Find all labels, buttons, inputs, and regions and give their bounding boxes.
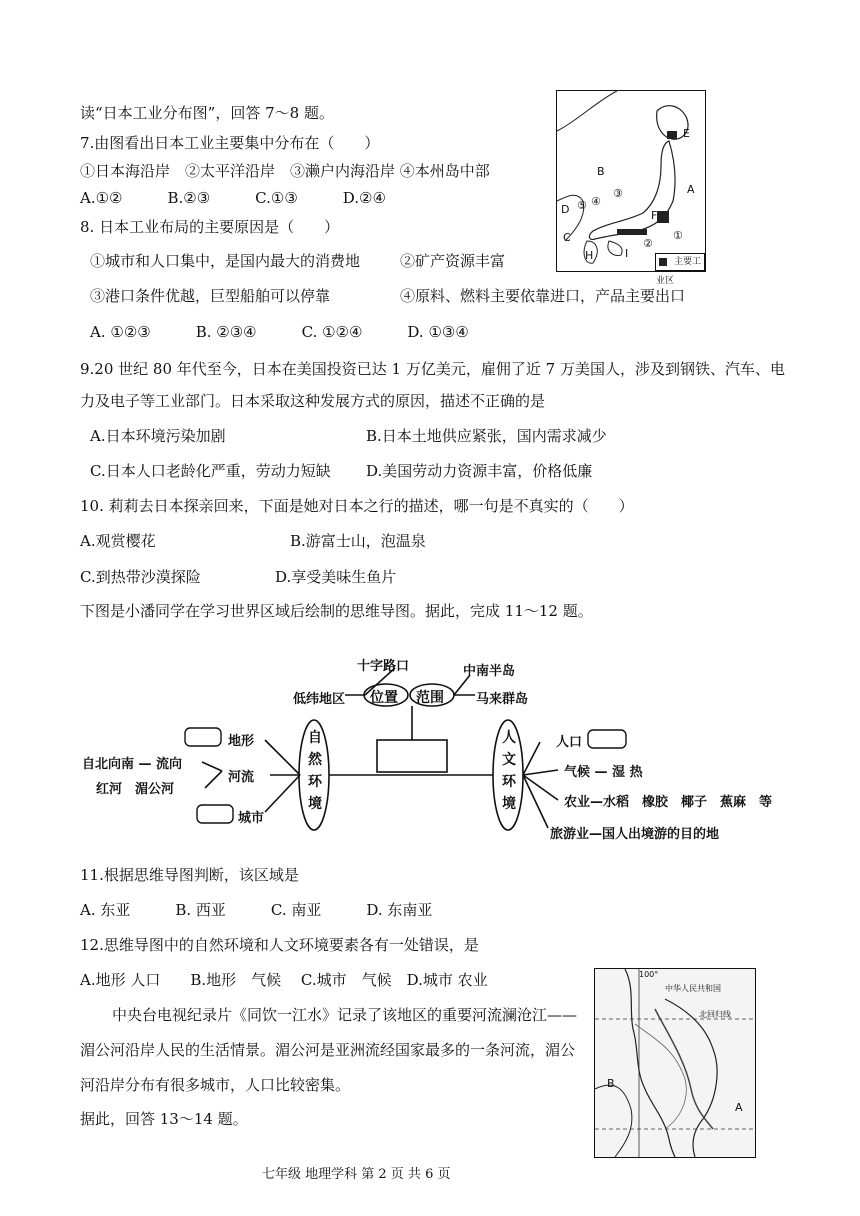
- q9-stem-1: 9.20 世纪 80 年代至今，日本在美国投资已达 1 万亿美元，雇佣了近 7 万美国人，涉及到钢铁、汽车、电: [80, 360, 785, 378]
- mm-human-char: 人: [502, 730, 516, 746]
- mm-natural-char: 环: [308, 774, 322, 790]
- mm-human-char: 境: [502, 796, 516, 812]
- southeast-asia-map: [594, 968, 756, 1158]
- mm-low-latitude: 低纬地区: [293, 692, 346, 707]
- japan-label-h: H: [585, 249, 594, 262]
- q9-option-d: D.美国劳动力资源丰富，价格低廉: [366, 462, 593, 480]
- mm-natural-env: [306, 727, 324, 815]
- sea-label-a: A: [735, 1101, 743, 1114]
- q7-options: A.①② B.②③ C.①③ D.②④: [80, 189, 386, 207]
- passage-line-1: 中央台电视纪录片《同饮一江水》记录了该地区的重要河流澜沧江——: [112, 1006, 578, 1024]
- sea-label-china: 中华人民共和国: [665, 984, 721, 993]
- japan-map-legend: [655, 253, 705, 286]
- q9-stem-2: 力及电子等工业部门。日本采取这种发展方式的原因，描述不正确的是: [80, 392, 546, 410]
- q10-option-a: A.观赏樱花: [80, 532, 156, 550]
- q11-stem: 11.根据思维导图判断，该区域是: [80, 866, 299, 884]
- q7-choices: ①日本海沿岸 ②太平洋沿岸 ③濑户内海沿岸 ④本州岛中部: [80, 162, 490, 180]
- mm-rivers: 红河 湄公河: [96, 782, 175, 797]
- sea-label-longitude: 100°: [639, 970, 659, 979]
- q10-option-c: C.到热带沙漠探险: [80, 568, 201, 586]
- q10-option-d: D.享受美味生鱼片: [275, 568, 397, 586]
- japan-label-4: ④: [591, 195, 601, 208]
- mm-human-env: [500, 727, 518, 815]
- japan-label-i: I: [625, 247, 629, 260]
- sea-map-drawing: [595, 969, 755, 1157]
- q7-stem: 7.由图看出日本工业主要集中分布在（ ）: [80, 134, 380, 152]
- mm-scope: 范围: [416, 690, 444, 706]
- mm-location: 位置: [370, 690, 398, 706]
- passage-line-3: 河沿岸分布有很多城市，人口比较密集。: [80, 1076, 351, 1094]
- japan-label-5: ⑤: [577, 199, 587, 212]
- japan-label-c: C: [563, 231, 571, 244]
- q10-option-b: B.游富士山，泡温泉: [290, 532, 426, 550]
- q9-option-c: C.日本人口老龄化严重，劳动力短缺: [90, 462, 331, 480]
- japan-legend-label: 主要工业区: [656, 257, 702, 286]
- mm-agriculture: 农业—水稻 橡胶 椰子 蕉麻 等: [564, 795, 773, 810]
- mm-malay: 马来群岛: [476, 692, 529, 707]
- intro-11-12: 下图是小潘同学在学习世界区域后绘制的思维导图。据此，完成 11～12 题。: [80, 602, 593, 620]
- q8-choice-4: ④原料、燃料主要依靠进口，产品主要出口: [400, 287, 686, 305]
- mm-population: 人口: [556, 735, 583, 750]
- japan-label-2: ②: [643, 237, 653, 250]
- mm-natural-char: 境: [308, 796, 322, 812]
- page-footer: 七年级 地理学科 第 2 页 共 6 页: [262, 1167, 451, 1182]
- q8-choice-1: ①城市和人口集中，是国内最大的消费地: [90, 252, 361, 270]
- japan-label-a: A: [687, 183, 695, 196]
- mm-human-char: 文: [502, 752, 516, 768]
- q9-option-b: B.日本土地供应紧张，国内需求减少: [366, 427, 607, 445]
- mm-natural-char: 然: [308, 752, 322, 768]
- japan-label-3: ③: [613, 187, 623, 200]
- q8-choice-3: ③港口条件优越，巨型船舶可以停靠: [90, 287, 331, 305]
- japan-map-drawing: [557, 91, 705, 271]
- japan-label-1: ①: [673, 229, 683, 242]
- japan-industry-map: [556, 90, 706, 286]
- q10-stem: 10. 莉莉去日本探亲回来，下面是她对日本之行的描述，哪一句是不真实的（ ）: [80, 497, 634, 515]
- q8-choice-2: ②矿产资源丰富: [400, 252, 506, 270]
- mm-city: 城市: [238, 811, 265, 826]
- mm-flow: 自北向南 — 流向: [82, 757, 183, 772]
- japan-label-b: B: [597, 165, 605, 178]
- japan-label-e: E: [683, 127, 690, 140]
- q12-options: A.地形 人口 B.地形 气候 C.城市 气候 D.城市 农业: [80, 971, 488, 989]
- passage-line-4: 据此，回答 13～14 题。: [80, 1110, 248, 1128]
- mm-human-char: 环: [502, 774, 516, 790]
- mind-map-lines: [0, 640, 860, 860]
- mm-tourism: 旅游业—国人出境游的目的地: [550, 827, 720, 842]
- passage-line-2: 湄公河沿岸人民的生活情景。湄公河是亚洲流经国家最多的一条河流，湄公: [80, 1041, 576, 1059]
- sea-label-b: B: [607, 1077, 615, 1090]
- q11-options: A. 东亚 B. 西亚 C. 南亚 D. 东南亚: [80, 901, 433, 919]
- sea-label-tropic: 北回归线: [699, 1010, 731, 1019]
- mm-natural-char: 自: [308, 730, 322, 746]
- q9-option-a: A.日本环境污染加剧: [90, 427, 226, 445]
- mm-indochina: 中南半岛: [463, 664, 516, 679]
- japan-label-f: F: [651, 209, 658, 222]
- q8-options: A. ①②③ B. ②③④ C. ①②④ D. ①③④: [90, 323, 469, 341]
- mm-terrain: 地形: [228, 734, 255, 749]
- mm-climate: 气候 — 湿 热: [564, 765, 643, 780]
- mm-river: 河流: [228, 770, 255, 785]
- mm-crossroad: 十字路口: [357, 659, 410, 674]
- q8-stem: 8. 日本工业布局的主要原因是（ ）: [80, 218, 340, 236]
- intro-7-8: 读“日本工业分布图”，回答 7～8 题。: [80, 104, 334, 122]
- legend-swatch-icon: [659, 258, 667, 266]
- japan-label-d: D: [561, 203, 570, 216]
- q12-stem: 12.思维导图中的自然环境和人文环境要素各有一处错误，是: [80, 936, 479, 954]
